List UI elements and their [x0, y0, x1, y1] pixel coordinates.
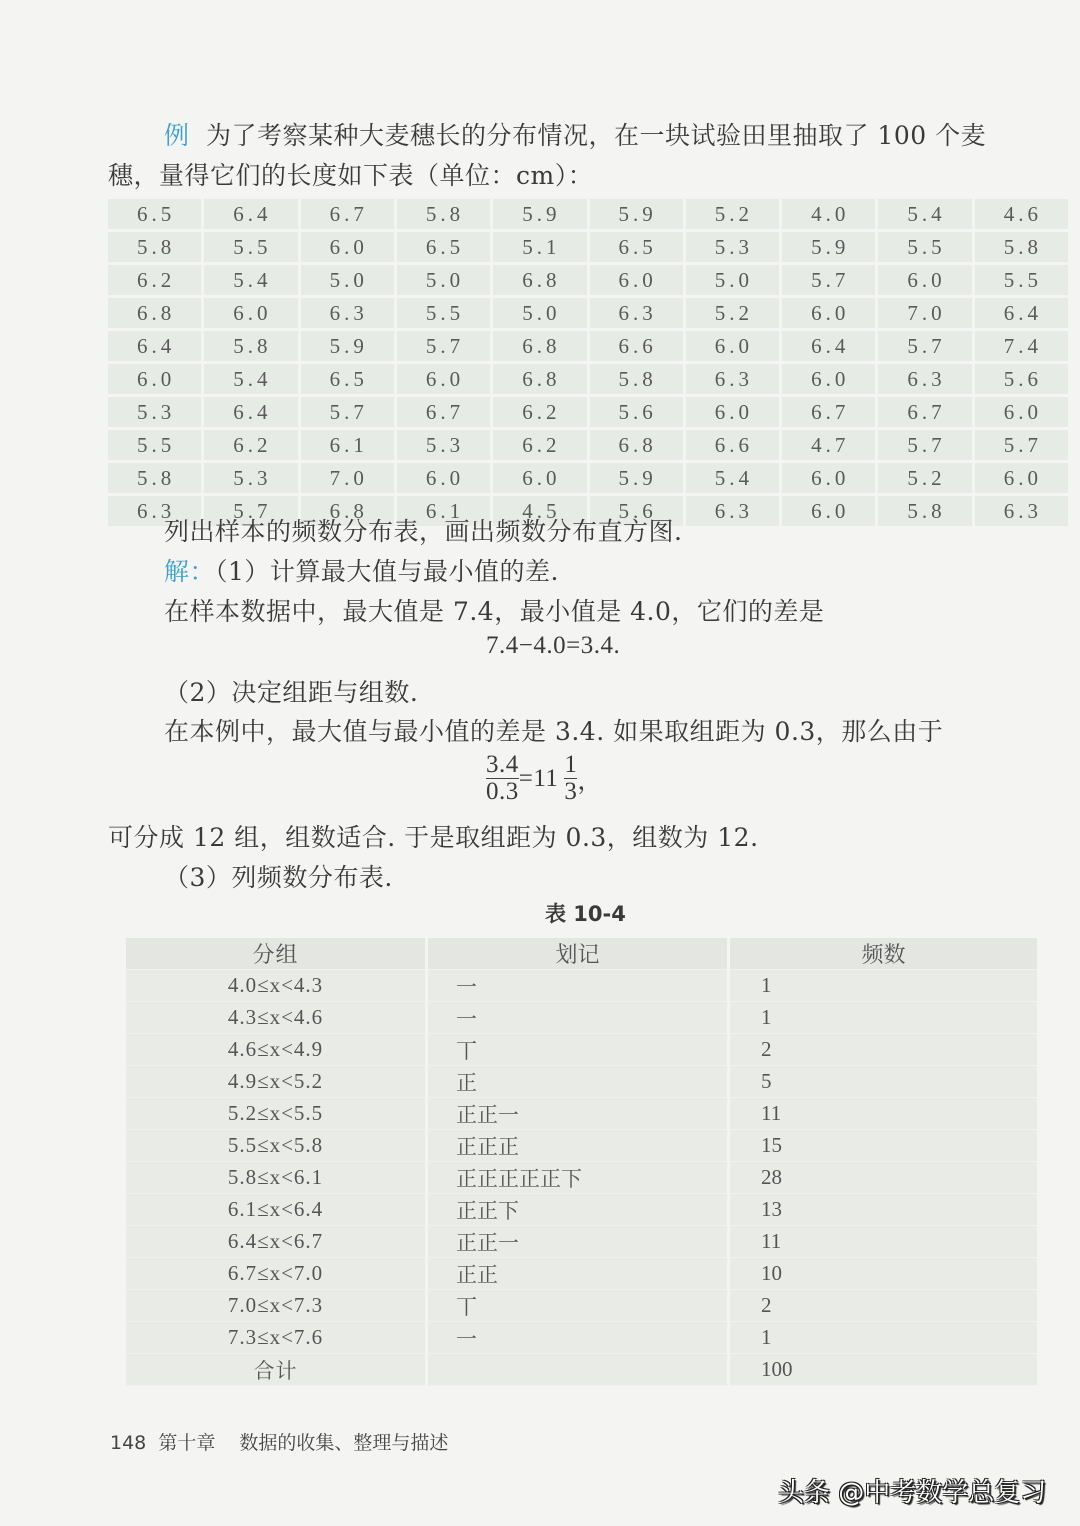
sample-cell: 7.0 — [301, 463, 394, 493]
sample-cell: 6.3 — [686, 364, 779, 394]
watermark: 头条 @中考数学总复习 — [778, 1478, 1047, 1508]
sample-cell: 5.8 — [204, 331, 297, 361]
sample-cell: 4.6 — [975, 199, 1068, 229]
count-cell: 2 — [730, 1034, 1037, 1066]
solution-step2-text: 在本例中，最大值与最小值的差是 3.4. 如果取组距为 0.3，那么由于 — [164, 717, 944, 746]
solution-step2-equation — [486, 752, 603, 806]
sample-cell: 6.8 — [590, 430, 683, 460]
sample-cell: 6.1 — [301, 430, 394, 460]
freq-table-row — [126, 1194, 1037, 1226]
freq-table-caption: 表 10-4 — [545, 902, 626, 926]
freq-table-row — [126, 1130, 1037, 1162]
sample-cell: 6.3 — [108, 496, 201, 526]
sample-cell: 6.0 — [975, 463, 1068, 493]
sample-cell: 5.4 — [878, 199, 971, 229]
sample-data-table — [108, 199, 1068, 526]
sample-cell: 6.8 — [493, 265, 586, 295]
sample-cell: 6.0 — [878, 265, 971, 295]
sample-cell: 5.7 — [878, 430, 971, 460]
sample-cell: 5.7 — [975, 430, 1068, 460]
sample-cell: 6.5 — [397, 232, 490, 262]
count-cell: 11 — [730, 1226, 1037, 1258]
sample-cell: 5.9 — [590, 463, 683, 493]
total-tally — [428, 1354, 730, 1386]
sample-cell: 5.8 — [590, 364, 683, 394]
sample-cell: 5.7 — [301, 397, 394, 427]
count-cell: 15 — [730, 1130, 1037, 1162]
group-cell: 6.4≤x<6.7 — [126, 1226, 428, 1258]
sample-cell: 6.2 — [493, 397, 586, 427]
count-cell: 13 — [730, 1194, 1037, 1226]
group-cell: 5.5≤x<5.8 — [126, 1130, 428, 1162]
sample-cell: 6.0 — [686, 331, 779, 361]
sample-cell: 6.7 — [782, 397, 875, 427]
group-cell: 4.6≤x<4.9 — [126, 1034, 428, 1066]
freq-table-row — [126, 1066, 1037, 1098]
sample-cell: 5.1 — [493, 232, 586, 262]
count-cell: 2 — [730, 1290, 1037, 1322]
sample-cell: 5.0 — [301, 265, 394, 295]
sample-cell: 6.0 — [397, 364, 490, 394]
frequency-distribution-table — [126, 938, 1037, 1386]
sample-cell: 6.7 — [397, 397, 490, 427]
group-cell: 5.2≤x<5.5 — [126, 1098, 428, 1130]
mixed-denominator: 3 — [564, 778, 578, 806]
sample-cell: 5.4 — [204, 364, 297, 394]
sample-cell: 5.9 — [590, 199, 683, 229]
solution-step3-title: （3）列频数分布表. — [164, 863, 393, 892]
sample-cell: 5.7 — [878, 331, 971, 361]
group-cell: 6.1≤x<6.4 — [126, 1194, 428, 1226]
solution-step2-conclusion: 可分成 12 组，组数适合. 于是取组距为 0.3，组数为 12. — [108, 823, 759, 852]
sample-cell: 5.4 — [686, 463, 779, 493]
freq-table-row — [126, 970, 1037, 1002]
tally-cell: 正正正正正下 — [428, 1162, 730, 1194]
sample-cell: 5.9 — [493, 199, 586, 229]
tally-cell: 正 — [428, 1066, 730, 1098]
fraction-numerator: 3.4 — [486, 751, 519, 778]
sample-cell: 5.8 — [878, 496, 971, 526]
sample-cell: 5.9 — [782, 232, 875, 262]
sample-cell: 5.0 — [686, 265, 779, 295]
sample-cell: 6.8 — [493, 364, 586, 394]
sample-cell: 5.9 — [301, 331, 394, 361]
freq-table-row — [126, 1162, 1037, 1194]
total-label: 合计 — [126, 1354, 428, 1386]
solution-step2-title: （2）决定组距与组数. — [164, 678, 419, 707]
sample-cell: 5.2 — [878, 463, 971, 493]
sample-cell: 6.0 — [782, 298, 875, 328]
sample-cell: 6.0 — [782, 496, 875, 526]
tally-cell: 正正 — [428, 1258, 730, 1290]
sample-cell: 6.4 — [204, 199, 297, 229]
sample-cell: 5.3 — [686, 232, 779, 262]
page-footer — [110, 1428, 448, 1455]
sample-cell: 6.5 — [590, 232, 683, 262]
sample-cell: 6.0 — [590, 265, 683, 295]
sample-cell: 6.1 — [397, 496, 490, 526]
sample-cell: 6.2 — [204, 430, 297, 460]
sample-cell: 6.0 — [204, 298, 297, 328]
example-line-1 — [164, 116, 986, 152]
freq-table-row — [126, 1226, 1037, 1258]
sample-cell: 6.2 — [493, 430, 586, 460]
sample-cell: 5.8 — [975, 232, 1068, 262]
equation-end: ， — [577, 767, 603, 795]
count-cell: 1 — [730, 1322, 1037, 1354]
fraction-denominator: 0.3 — [486, 778, 519, 806]
sample-cell: 6.3 — [301, 298, 394, 328]
freq-table-row — [126, 1322, 1037, 1354]
sample-cell: 5.8 — [108, 463, 201, 493]
sample-cell: 6.8 — [493, 331, 586, 361]
freq-table-header — [126, 938, 1037, 970]
sample-cell: 6.0 — [975, 397, 1068, 427]
page-number: 148 — [110, 1432, 147, 1454]
sample-cell: 7.0 — [878, 298, 971, 328]
group-cell: 5.8≤x<6.1 — [126, 1162, 428, 1194]
group-cell: 7.3≤x<7.6 — [126, 1322, 428, 1354]
sample-cell: 5.5 — [108, 430, 201, 460]
group-cell: 4.3≤x<4.6 — [126, 1002, 428, 1034]
solution-colon: ： — [189, 557, 216, 586]
tally-cell: 正正一 — [428, 1098, 730, 1130]
mixed-fraction-one-third — [564, 752, 577, 806]
freq-table-row — [126, 1258, 1037, 1290]
sample-cell: 6.0 — [782, 364, 875, 394]
sample-cell: 4.5 — [493, 496, 586, 526]
task-text: 列出样本的频数分布表，画出频数分布直方图. — [164, 517, 683, 546]
group-cell: 7.0≤x<7.3 — [126, 1290, 428, 1322]
sample-cell: 5.5 — [204, 232, 297, 262]
example-text-1: 为了考察某种大麦穗长的分布情况，在一块试验田里抽取了 100 个麦 — [205, 121, 987, 150]
sample-cell: 5.3 — [397, 430, 490, 460]
sample-cell: 6.5 — [108, 199, 201, 229]
solution-label: 解 — [164, 557, 190, 586]
sample-cell: 5.7 — [782, 265, 875, 295]
count-cell: 5 — [730, 1066, 1037, 1098]
sample-cell: 6.0 — [397, 463, 490, 493]
tally-cell: 正正下 — [428, 1194, 730, 1226]
sample-cell: 6.0 — [108, 364, 201, 394]
sample-cell: 6.3 — [590, 298, 683, 328]
sample-cell: 6.3 — [975, 496, 1068, 526]
tally-cell: 正正一 — [428, 1226, 730, 1258]
freq-table-row — [126, 1290, 1037, 1322]
sample-cell: 5.0 — [397, 265, 490, 295]
count-cell: 1 — [730, 1002, 1037, 1034]
sample-cell: 5.5 — [878, 232, 971, 262]
sample-cell: 5.2 — [686, 199, 779, 229]
tally-cell: 一 — [428, 970, 730, 1002]
solution-step1-text: 在样本数据中，最大值是 7.4，最小值是 4.0，它们的差是 — [164, 597, 825, 626]
chapter-title: 数据的收集、整理与描述 — [239, 1432, 449, 1454]
sample-cell: 6.6 — [686, 430, 779, 460]
sample-cell: 6.8 — [301, 496, 394, 526]
sample-cell: 5.0 — [493, 298, 586, 328]
group-cell: 4.0≤x<4.3 — [126, 970, 428, 1002]
header-count: 频数 — [730, 938, 1037, 970]
mixed-numerator: 1 — [564, 751, 578, 778]
count-cell: 28 — [730, 1162, 1037, 1194]
sample-cell: 6.5 — [301, 364, 394, 394]
freq-table-row — [126, 1034, 1037, 1066]
sample-cell: 6.4 — [108, 331, 201, 361]
header-group: 分组 — [126, 938, 428, 970]
sample-cell: 6.7 — [301, 199, 394, 229]
freq-table-total-row — [126, 1354, 1037, 1386]
total-count: 100 — [730, 1354, 1037, 1386]
example-label: 例 — [164, 121, 190, 150]
freq-table-row — [126, 1002, 1037, 1034]
count-cell: 1 — [730, 970, 1037, 1002]
sample-cell: 6.0 — [782, 463, 875, 493]
sample-cell: 4.7 — [782, 430, 875, 460]
solution-step1-equation: 7.4−4.0=3.4. — [486, 632, 621, 659]
freq-table-row — [126, 1098, 1037, 1130]
sample-cell: 7.4 — [975, 331, 1068, 361]
header-tally: 划记 — [428, 938, 730, 970]
tally-cell: 丅 — [428, 1290, 730, 1322]
tally-cell: 丅 — [428, 1034, 730, 1066]
sample-cell: 5.7 — [397, 331, 490, 361]
tally-cell: 正正正 — [428, 1130, 730, 1162]
sample-cell: 5.6 — [590, 397, 683, 427]
sample-cell: 6.4 — [975, 298, 1068, 328]
tally-cell: 一 — [428, 1322, 730, 1354]
sample-cell: 6.2 — [108, 265, 201, 295]
sample-cell: 5.8 — [108, 232, 201, 262]
sample-cell: 6.8 — [108, 298, 201, 328]
sample-cell: 6.6 — [590, 331, 683, 361]
sample-cell: 5.2 — [686, 298, 779, 328]
sample-cell: 5.3 — [204, 463, 297, 493]
sample-cell: 6.3 — [878, 364, 971, 394]
sample-cell: 5.5 — [397, 298, 490, 328]
group-cell: 4.9≤x<5.2 — [126, 1066, 428, 1098]
sample-cell: 6.0 — [493, 463, 586, 493]
sample-cell: 5.5 — [975, 265, 1068, 295]
sample-cell: 6.4 — [204, 397, 297, 427]
sample-cell: 6.3 — [686, 496, 779, 526]
fraction-3.4-over-0.3 — [486, 752, 519, 806]
sample-cell: 4.0 — [782, 199, 875, 229]
chapter-number: 第十章 — [158, 1432, 216, 1454]
count-cell: 10 — [730, 1258, 1037, 1290]
solution-step1-title-line — [164, 552, 559, 588]
sample-cell: 5.4 — [204, 265, 297, 295]
tally-cell: 一 — [428, 1002, 730, 1034]
sample-cell: 6.0 — [301, 232, 394, 262]
sample-cell: 5.6 — [975, 364, 1068, 394]
sample-cell: 6.0 — [686, 397, 779, 427]
count-cell: 11 — [730, 1098, 1037, 1130]
example-line-2: 穗，量得它们的长度如下表（单位：cm）： — [108, 161, 594, 190]
sample-cell: 6.7 — [878, 397, 971, 427]
sample-cell: 5.7 — [204, 496, 297, 526]
solution-step1-title: （1）计算最大值与最小值的差. — [215, 557, 559, 586]
group-cell: 6.7≤x<7.0 — [126, 1258, 428, 1290]
sample-cell: 5.6 — [590, 496, 683, 526]
sample-cell: 6.4 — [782, 331, 875, 361]
sample-cell: 5.3 — [108, 397, 201, 427]
sample-cell: 5.8 — [397, 199, 490, 229]
equation-mid: =11 — [518, 764, 559, 792]
